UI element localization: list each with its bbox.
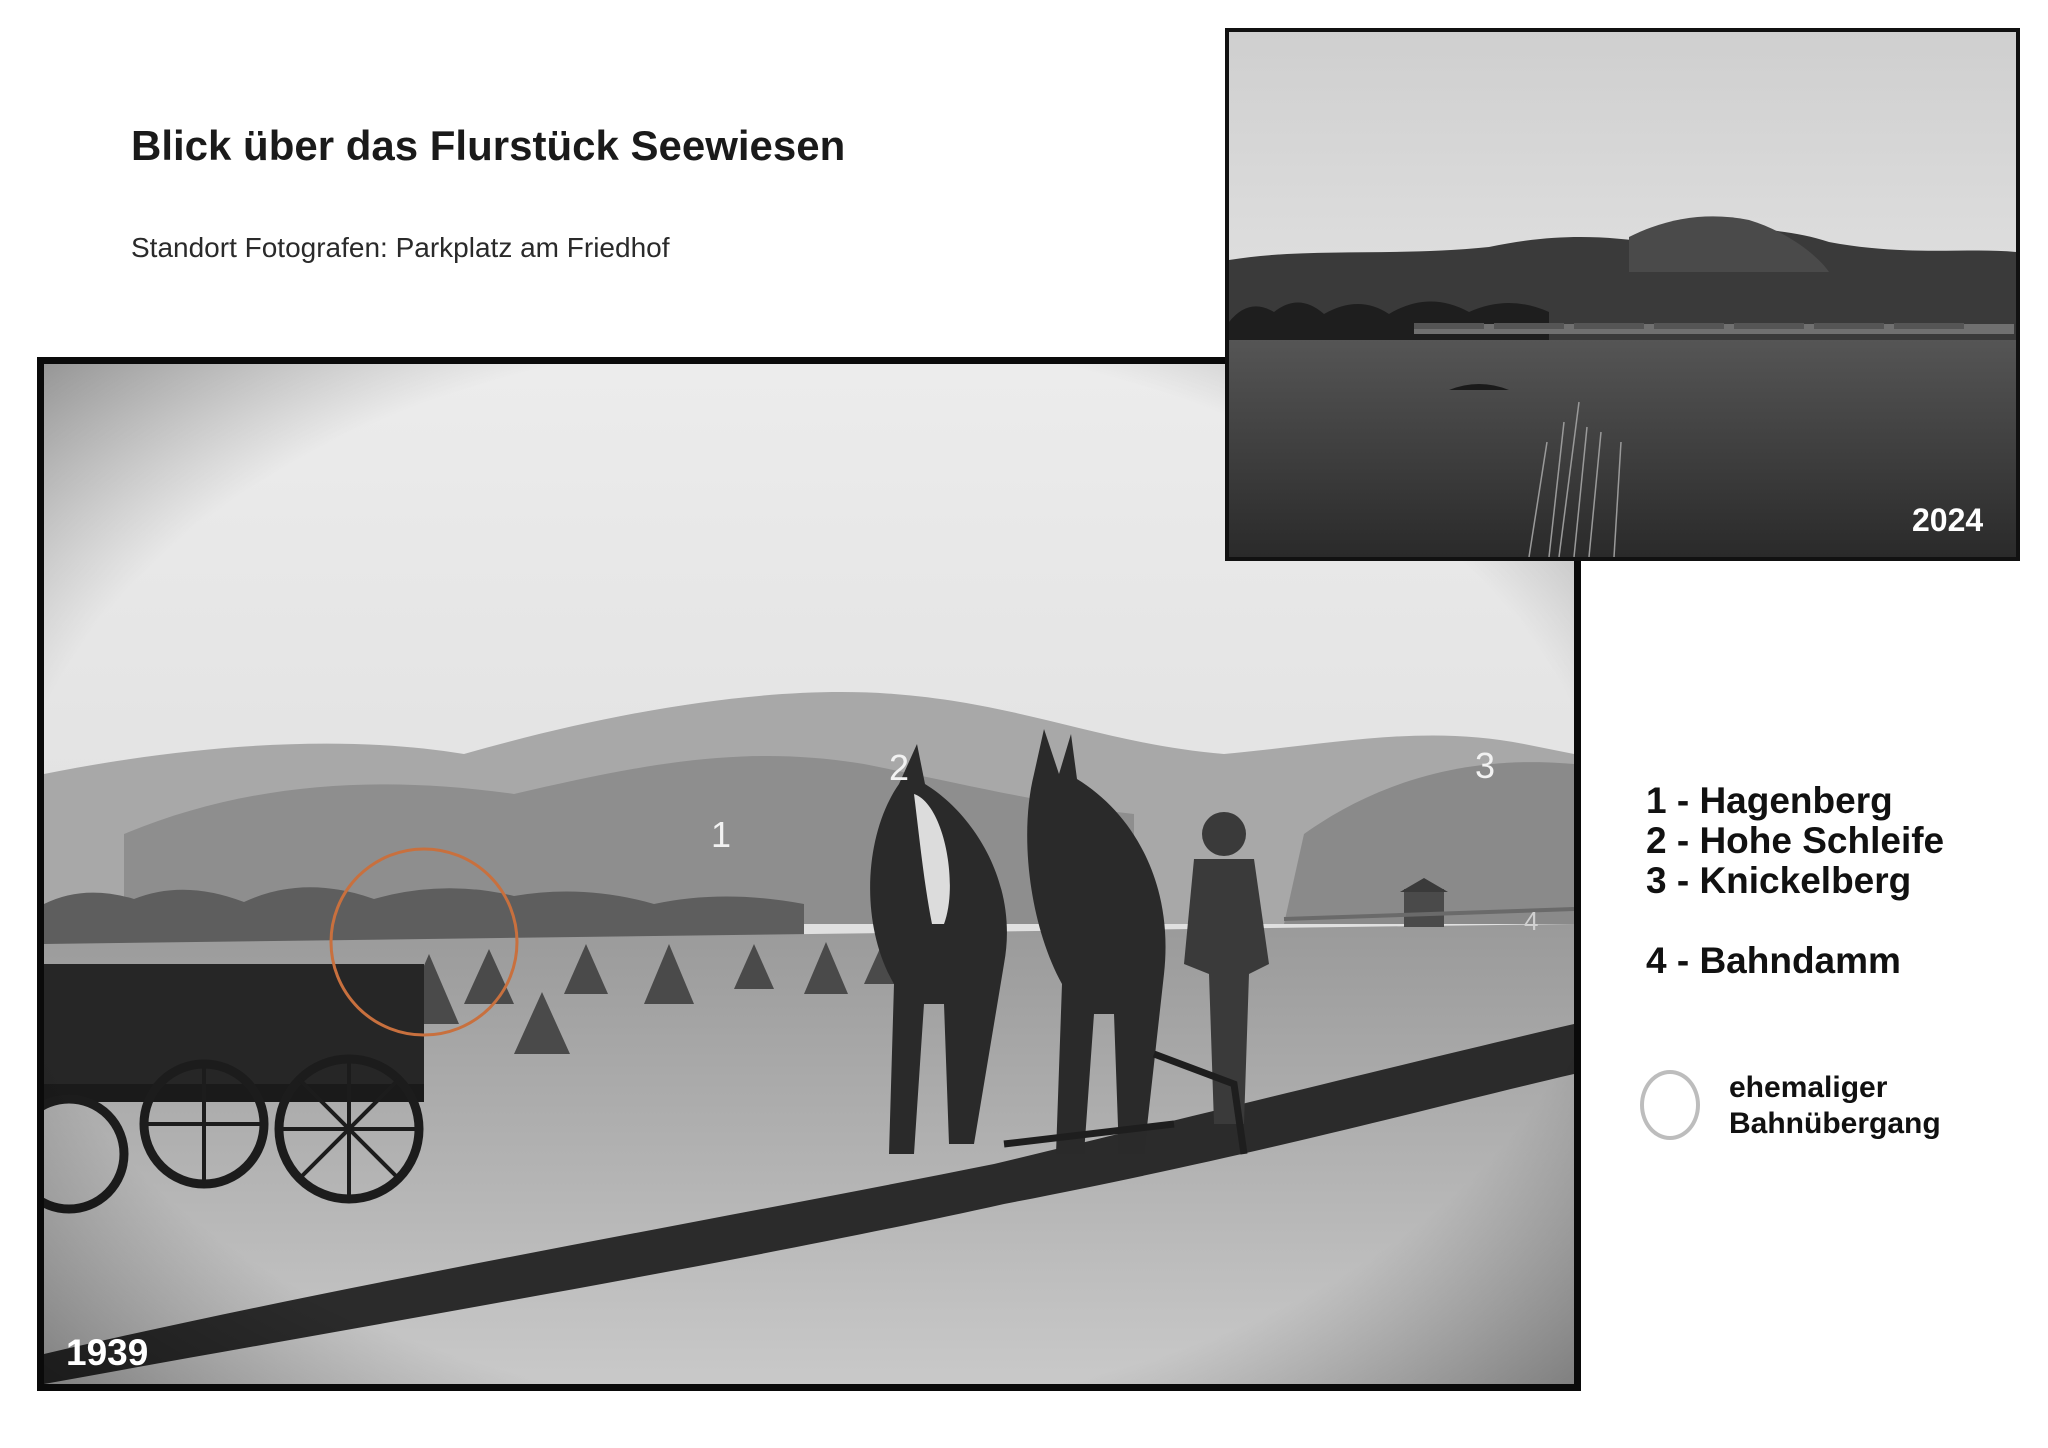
marker-4: 4 bbox=[1524, 906, 1539, 936]
marker-1: 1 bbox=[711, 814, 732, 855]
legend-circle-label bbox=[1729, 1070, 1941, 1142]
modern-photo-2024 bbox=[1225, 28, 2020, 561]
page-title: Blick über das Flurstück Seewiesen bbox=[131, 122, 846, 169]
legend-item-knickelberg: 3 - Knickelberg bbox=[1646, 860, 1912, 901]
legend-circle-icon bbox=[1640, 1070, 1700, 1140]
legend-circle-line1: ehemaliger bbox=[1729, 1071, 1888, 1104]
marker-2: 2 bbox=[889, 747, 910, 788]
page-subtitle: Standort Fotografen: Parkplatz am Friedhof bbox=[131, 232, 670, 263]
legend-item-hohe-schleife: 2 - Hohe Schleife bbox=[1646, 820, 1945, 861]
modern-photo-scene bbox=[1229, 32, 2016, 557]
legend-circle-line2: Bahnübergang bbox=[1729, 1107, 1941, 1140]
legend-item-bahndamm: 4 - Bahndamm bbox=[1646, 940, 1901, 981]
photo-year-1939: 1939 bbox=[66, 1332, 149, 1373]
marker-3: 3 bbox=[1475, 745, 1496, 786]
photo-year-2024: 2024 bbox=[1912, 502, 1984, 538]
legend-item-hagenberg: 1 - Hagenberg bbox=[1646, 780, 1893, 821]
